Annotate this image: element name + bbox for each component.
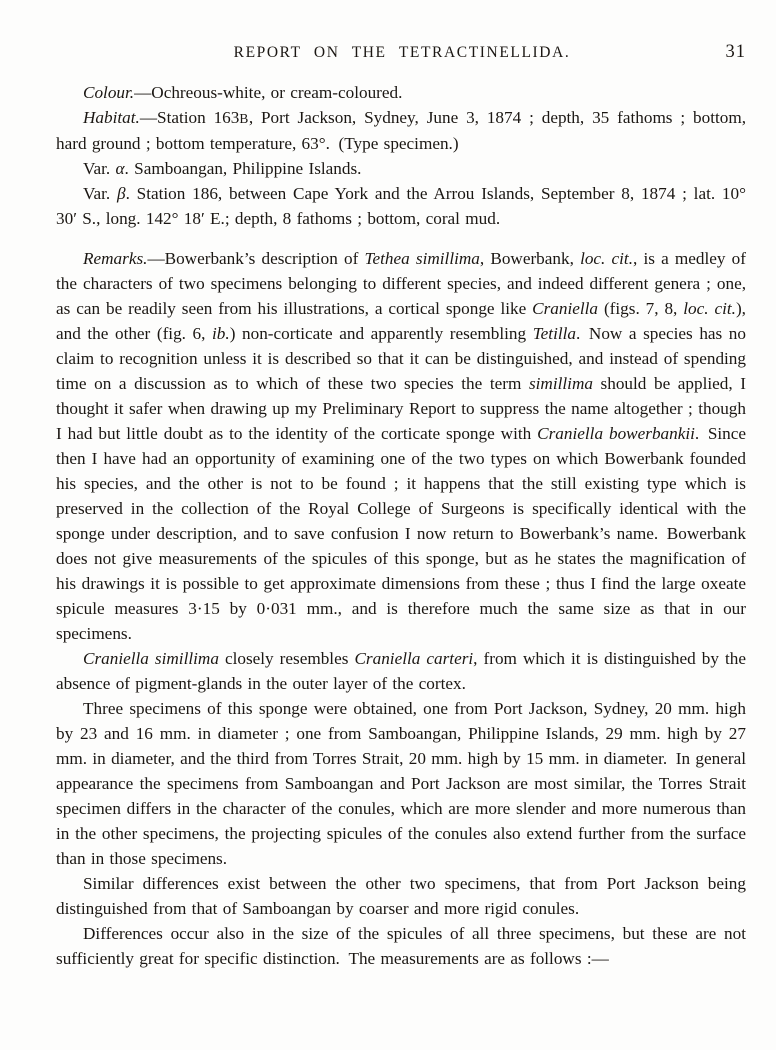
text-segment: Craniella — [532, 299, 599, 318]
text-segment: α — [115, 159, 125, 178]
text-segment: B — [239, 111, 249, 126]
paragraph — [56, 246, 746, 646]
text-segment: β — [117, 184, 126, 203]
text-segment: Similar differences exist between the other two specimens, that from Port Jackson being distinguished from that of Samboangan by coarser and more rigid conules. — [56, 874, 746, 918]
text-segment: ), and the other (fig. 6, — [56, 299, 746, 343]
text-segment: Craniella bowerbankii — [537, 424, 695, 443]
text-segment: —Bowerbank’s description of — [147, 249, 365, 268]
text-segment: Craniella simillima — [83, 649, 219, 668]
text-segment: , is a medley of the characters of two specimens belonging to different species, and indeed different genera ; one, as can be readily seen from his illustrations, a cortical sponge like — [56, 249, 746, 318]
running-title: REPORT ON THE TETRACTINELLIDA. — [233, 44, 571, 61]
text-segment: —Station 163 — [139, 108, 240, 127]
text-segment: should be applied, I thought it safer when drawing up my Preliminary Report to suppress the name altogether ; though I had but little doubt as to the identity of the corticate sponge with — [56, 374, 747, 443]
text-segment: loc. cit. — [683, 299, 736, 318]
text-segment: . Samboangan, Philippine Islands. — [124, 159, 362, 178]
text-segment: Differences occur also in the size of the spicules of all three specimens, but these are not sufficiently great for specific distinction. The measurements are as follows :— — [56, 924, 746, 968]
text-segment: loc. cit. — [580, 249, 634, 268]
paragraph — [56, 696, 746, 871]
text-segment: Var. — [83, 184, 117, 203]
text-segment: closely resembles — [218, 649, 355, 668]
page-body — [56, 80, 746, 971]
text-segment: Habitat. — [83, 108, 140, 127]
text-segment: . Station 186, between Cape York and the Arrou Islands, September 8, 1874 ; lat. 10° 30′ S., long. 142° 18′ E.; depth, 8 fathoms ; bottom, coral mud. — [56, 184, 746, 228]
text-segment: Three specimens of this sponge were obtained, one from Port Jackson, Sydney, 20 mm. high by 23 and 16 mm. in diameter ; one from Samboangan, Philippine Islands, 29 mm. high by 27 mm. in diameter, and the third from Torres Strait, 20 mm. high by 15 mm. in diameter. In general appearance the specimens from Samboangan and Port Jackson are most similar, the Torres Strait specimen differs in the character of the conules, which are more slender and more numerous than in the other specimens, the projecting spicules of the conules also extend further from the surface than in those specimens. — [56, 699, 746, 868]
text-segment: ) non-corticate and apparently resembling — [229, 324, 533, 343]
text-segment: ib. — [212, 324, 230, 343]
text-segment: Remarks. — [83, 249, 148, 268]
page-number: 31 — [725, 42, 746, 62]
text-segment: Tetilla — [532, 324, 577, 343]
paragraph — [56, 156, 746, 181]
paragraph — [56, 871, 746, 921]
text-segment: Colour. — [83, 83, 135, 102]
running-header — [56, 44, 748, 66]
paragraph — [56, 80, 746, 105]
text-segment: Tethea simillima — [364, 249, 480, 268]
text-segment: simillima — [528, 374, 593, 393]
text-segment: . Since then I have had an opportunity of examining one of the two types on which Bowerbank founded his species, and the other is not to be found ; it happens that the still existing type which is preserved in the collection of the Royal College of Surgeons is specifically identical with the sponge under description, and to save confusion I now return to Bowerbank’s name. Bowerbank does not give measurements of the spicules of this sponge, but as he states the magnification of his drawings it is possible to get approximate dimensions from these ; thus I find the large oxeate spicule measures 3·15 by 0·031 mm., and is therefore much the same size as that in our specimens. — [56, 424, 746, 643]
text-segment: , Port Jackson, Sydney, June 3, 1874 ; depth, 35 fathoms ; bottom, hard ground ; bottom temperature, 63°. (Type specimen.) — [56, 108, 747, 153]
text-segment: , Bowerbank, — [479, 249, 581, 268]
paragraph — [56, 181, 746, 231]
text-segment: Craniella carteri — [354, 649, 474, 668]
text-segment: (figs. 7, 8, — [598, 299, 684, 318]
text-segment: —Ochreous-white, or cream-coloured. — [134, 83, 403, 102]
text-segment: , from which it is distinguished by the absence of pigment-glands in the outer layer of the cortex. — [56, 649, 747, 693]
paragraph — [56, 646, 746, 696]
text-segment: Var. — [83, 159, 116, 178]
paragraph — [56, 921, 746, 971]
text-segment: . Now a species has no claim to recognition unless it is described so that it can be distinguished, and instead of spending time on a discussion as to which of these two species the term — [56, 324, 746, 393]
paragraph — [56, 105, 746, 156]
